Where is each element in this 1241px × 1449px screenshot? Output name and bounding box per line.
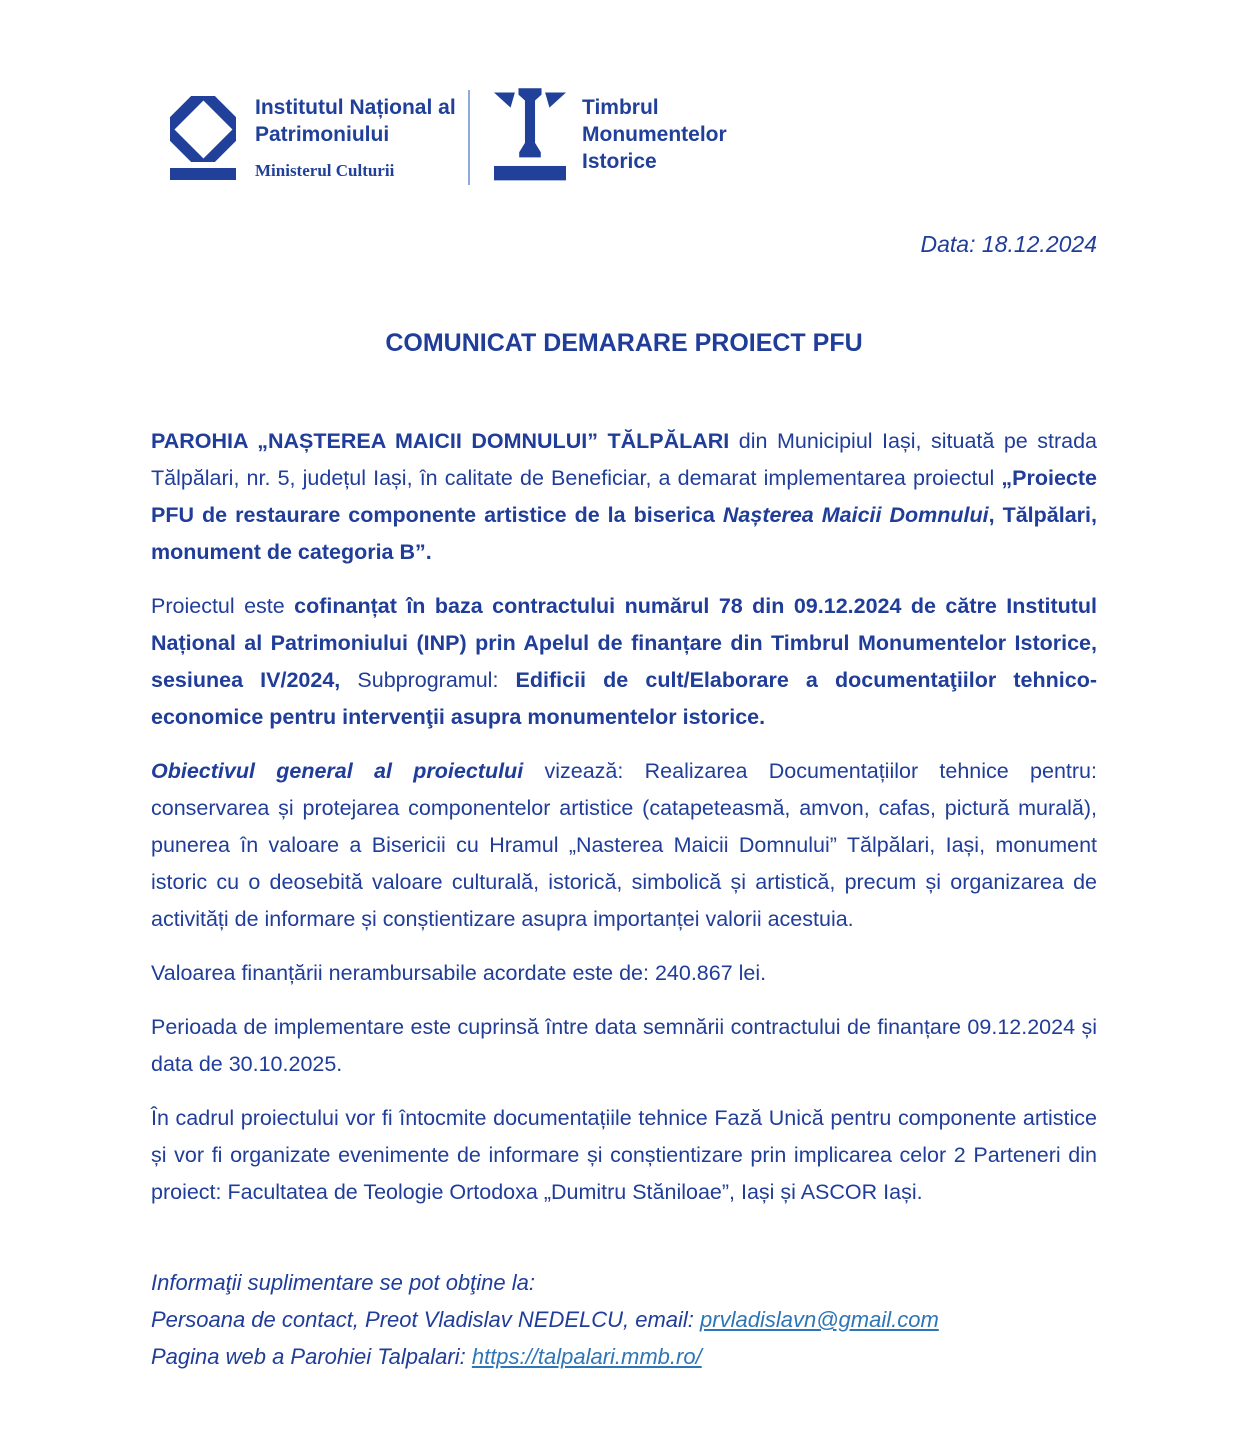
tmi-logo-name-line1: Timbrul [582,96,659,119]
paragraph-period: Perioada de implementare este cuprinsă între data semnării contractului de finanțare 09.12.2024 și data de 30.10.2025. [151,1015,1097,1076]
footer-info-heading: Informaţii suplimentare se pot obţine la: [151,1270,535,1295]
footer-contact-line [151,1301,1097,1338]
website-label-text: Pagina web a Parohiei Talpalari: [151,1344,472,1369]
footer-web-line [151,1338,1097,1375]
paragraph-activities: În cadrul proiectului vor fi întocmite documentațiile tehnice Fază Unică pentru componente artistice și vor fi organizate evenimente de informare și conștientizare prin implicarea celor 2 Parteneri din proiect: Facultatea de Teologie Ortodoxa „Dumitru Stăniloae”, Iași și ASCOR Iași. [151,1106,1097,1204]
paragraph-objective [151,753,1097,938]
email-link[interactable]: prvladislavn@gmail.com [700,1307,939,1332]
paragraph-financing [151,588,1097,736]
document-body [151,423,1097,1211]
contract-details: cofinanțat în baza contractului numărul 78 din 09.12.2024 de către Institutul Național al Patrimoniului (INP) prin Apelul de finanțare din Timbrul Monumentelor Istorice, sesiunea IV/2024, [151,594,1098,692]
document-title: COMUNICAT DEMARARE PROIECT PFU [385,329,863,357]
website-link[interactable]: https://talpalari.mmb.ro/ [471,1344,702,1369]
paragraph-text: din Municipiul Iași, situată pe strada Tălpălari, nr. 5, județul Iași, în calitate de Beneficiar, a demarat implementarea proiectul [151,429,1097,490]
church-name: Nașterea Maicii Domnului [722,503,989,527]
ministry-label: Ministerul Culturii [255,161,395,180]
objective-label: Obiectivul general al proiectului [151,759,524,783]
paragraph-beneficiary [151,423,1097,571]
paragraph-value: Valoarea finanțării nerambursabile acordate este de: 240.867 lei. [151,961,767,985]
footer-info [151,1264,1097,1375]
date-line: Data: 18.12.2024 [920,231,1097,257]
tmi-logo-name-line3: Istorice [582,150,657,173]
document-content [151,0,1097,1375]
inp-logo-name-line1: Institutul Național al [255,96,456,119]
paragraph-text: Proiectul este [151,594,295,618]
project-title-part1: „Proiecte PFU de restaurare componente artistice de la biserica [151,466,1097,527]
contact-person-text: Persoana de contact, Preot Vladislav NEDELCU, email: [151,1307,701,1332]
paragraph-text: vizează: Realizarea Documentațiilor tehnice pentru: conservarea și protejarea componentelor artistice (catapeteasmă, amvon, cafas, pictură murală), punerea în valoare a Bisericii cu Hramul „Nasterea Maicii Domnului” Tălpălari, Iași, monument istoric cu o deosebită valoare culturală, istorică, simbolică și artistică, precum și organizarea de activități de informare și conștientizare asupra importanței valorii acestuia. [151,759,1097,931]
inp-logo-name-line2: Patrimoniului [255,123,390,146]
paragraph-text: Subprogramul: [357,668,516,692]
beneficiary-name: PAROHIA „NAȘTEREA MAICII DOMNULUI” TĂLPĂLARI [151,429,730,453]
subprogram-name: Edificii de cult/Elaborare a documentaţiilor tehnico-economice pentru intervenţii asupra monumentelor istorice. [151,668,1097,729]
tmi-logo-name-line2: Monumentelor [582,123,727,146]
project-title-part2: , Tălpălari, monument de categoria B”. [151,503,1097,564]
